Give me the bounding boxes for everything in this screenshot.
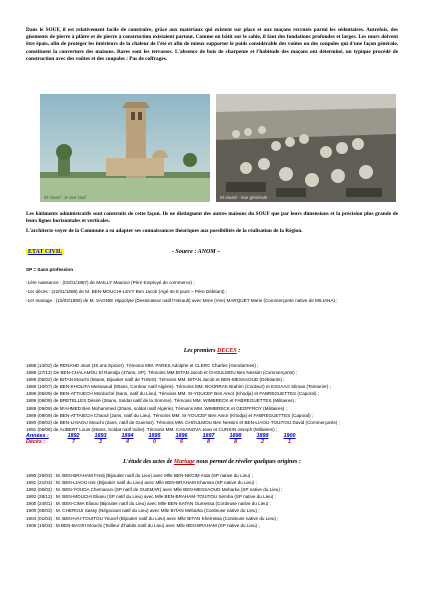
architect-paragraph: L'architecte voyer de la Commune a su adapter ses connaissances théoriques aux possibilités de la réalisation de la Région. [26,228,303,234]
deces-entry: 1891 (05/06) de AUBERT Louis (25ans, Soldat natif Indre). Témoins MM. CASANOVA Jean et CURSIN Joseph (Militaires) ; [26,426,278,432]
mariage-entry: 1890 (26/03) : M. BEN-BRAHAM Fredj (Bijoutier natif du Lieu) avec Mlle BEN-NECIM Aïda (SP native du Lieu) ; [26,473,253,478]
mariage-entry: 1900 (24/01) : M. BEN-CIMA Eliaou (Bijoutier natif du Lieu) avec Mlle BEN-SATAN Oumessa (Cordeuse native du Lieu) ; [26,501,271,507]
deaths-cell: 0 [153,439,156,445]
year-cell: 1897 [202,433,215,439]
deaths-cell: 1 [288,439,291,445]
first-death: -1er décès : (22/01/1888) de M. BEN-MOUCHI-LEVY Ben Jacob (Agé de 8 jours – Père Débitant) ; [26,289,228,294]
deaths-row [26,439,303,445]
year-cell: 1900 [283,433,296,439]
intro-paragraph: Dans le SOUF, il est relativement facile de construire, grâce aux matériaux qui existent sur place et aux maçons recrutés parmi les sédentaires. Autrefois, des gisements de pierre à plâtre et de pierre à construction existaient partout. Comme on bâtit sur le sable, il faut des fondations profondes et larges. Les murs doivent être épais, afin de protéger les intérieurs de la chaleur de l'été et afin de mieux supporter le poids considérable des voûtes ou des coupoles qui d'une façon générale, constituent la couverture des maisons. Rares sont les terrasses. L'absence de bois de charpente et l'habitude des maçons ont déterminé, un typique procédé de construction avec des voûtes et des coupoles : Pas de coffrages. [26,27,398,62]
mariage-keyword: Mariage [173,459,195,465]
mariage-entry: 1891 (21/03) : M. BEN-LIAOU Izer (Bijoutier natif du Lieu) avec Mlle BEN-BRAHAM Khamsa (SP native du Lieu) ; [26,480,257,486]
mariage-list [26,472,406,529]
deaths-cell: 4 [126,439,129,445]
years-row-label: Années : [26,433,49,439]
deces-keyword: DECES [217,348,237,354]
photo-strip [26,94,398,202]
deces-entry: 1888 (13/02) de RENAND Jean (40 ans Epicier). Témoins MM. PARES Adolphe et CLERC Charles (Gendarmes) ; [26,363,259,368]
deces-entry: 1889 (05/02) de BITAN Mouchi (66ans, Bijoutier natif de TUNIS). Témoins MM. BITAN Jacob et BEN-MESSAOUD (Débitants) ; [26,377,285,383]
deces-entry: 1889 (05/09) de BEN-ATTAIECH Mordoché (5ans, natif du Lieu). Témoins MM. SI-YOUCEF Ben Amor (Khodja) et FABREGUETTES (Caporal) ; [26,391,320,397]
deaths-cell: 3 [99,439,102,445]
deaths-cell: 7 [72,439,75,445]
deaths-cell: 2 [261,439,264,445]
photo-caption-right: El-Oued - Vue générale [220,195,268,200]
tower-photo-image [40,94,210,202]
deces-entry: 1889 (10/07) de BEN-KHOLIFA Messaoud (50ans, Cordeur natif Algérie). Témoins MM. BOURRAK Brahim (Cordeur) et ESSAAG Sliman (Teinturier) ; [26,384,332,390]
first-birth: -1ère naissance : (01/01/1887) de MAILLY Maurice (Père Employé de commerce) ; [26,280,195,285]
mariage-entry: 1892 (06/02) : M. BEN-YOUDA Chemaoun (SP natif de GUEMAR) avec Mlle BEN-MESSAOUD Mebarka (SP native du Lieu) ; [26,487,283,493]
deces-entry: 1889 (09/09) de M'AHMED Ben Mohammed (20ans, soldat natif Algérie). Témoins MM. WIMBRECK et GEOFFROY (Militaires) ; [26,405,287,411]
year-cell: 1896 [175,433,188,439]
deces-list [26,362,406,433]
deces-entry: 1889 (09/09) de BEN-ATTAIECH Chaoul (2ans, natif du Lieu). Témoins MM. SI-YOUCEF Ben Amor (Khodja) et FABREGUETTES (Caporal) ; [26,412,314,418]
deaths-row-label: Décès : [26,439,46,445]
year-cell: 1893 [94,433,107,439]
deaths-cell: 8 [234,439,237,445]
source-label: - Source : ANOM – [172,249,221,255]
year-cell: 1898 [229,433,242,439]
year-cell: 1892 [67,433,80,439]
photo-vue-generale [216,94,396,202]
sp-note: SP = Sans profession [26,267,74,272]
deces-entry: 1890 (09/02) de BEN-LHIAOU Mouchi (2ans, natif de Guemar). Témoins MM. CHOULMOU Ben Nessim et BEN-LIAOU-TOUITOU David (Commerçants) ; [26,419,340,425]
deces-entry: 1889 (09/09) de BRETELLES Désiré (26ans, Soldat natif de la Somme). Témoins MM. WIMBRECK et FABREGUETTES (Militaires) ; [26,398,297,404]
mariage-entry: 1904 (01/03) : M. BEN-HAI-TOUITOU Youcef (Bijoutier natif du Lieu) avec Mlle BITAN Khemissa (Cordeuse native du Lieu) ; [26,515,279,521]
year-cell: 1895 [148,433,161,439]
etat-civil-label: ETAT CIVIL [28,249,63,255]
mariage-entry: 1905 (16/03) : M.BEN-BACRI Mouchi (Tailleur d'habits natif du Lieu) avec Mlle BEN-BRAHAM (SP native du Lieu) ; [26,522,260,528]
deaths-cell: 6 [180,439,183,445]
year-cell: 1894 [121,433,134,439]
mariage-heading: L'étude des actes de Mariage nous permet de révéler quelques origines : [123,459,301,465]
mariage-entry: 1900 (05/03) : M. CHERGUI Sassy (Négociant natif du Lieu) avec Mlle BITAN Mebarka (Cordeuse native du Lieu) ; [26,508,260,514]
photo-caption-left: El-Oued - le Dar Diaf [44,195,86,200]
photo-dar-diaf [40,94,210,202]
deces-entry: 1888 (27/12) De BEN-CHALAMOU El Ramdja (47ans, SP). Témoins MM.BITAN Jacob et CHOULMOU Ben Nessim (Commerçants) ; [26,370,298,376]
deces-heading: Les premiers DECES : [183,348,241,354]
mariage-entry: 1892 (28/12) : M. BEN-MOUCHI Eliaou (SP natif du Lieu) avec Mlle BEN-BRAHAM-TOUITOU Semha (SP native du Lieu) ; [26,494,276,500]
year-cell: 1899 [256,433,269,439]
first-marriage: -1er mariage : (15/02/1890) de M. SAGNIE Hippolyte (Dessinateur natif l'Hérault) avec Mme (Vve) MARQUET Marie (Commerçante native de MILIANA) ; [26,298,338,303]
etat-civil-header [26,249,398,258]
admin-buildings-paragraph: Les bâtiments administratifs sont construits de cette façon. Ils ne distinguent des autres maisons du SOUF que par leurs dimensions et la précision plus grande de leurs lignes horizontales et verticales. [26,211,398,225]
deaths-cell: 8 [207,439,210,445]
civil-firsts [26,280,406,304]
deaths-by-year-table [26,433,303,445]
town-photo-image [216,94,396,202]
